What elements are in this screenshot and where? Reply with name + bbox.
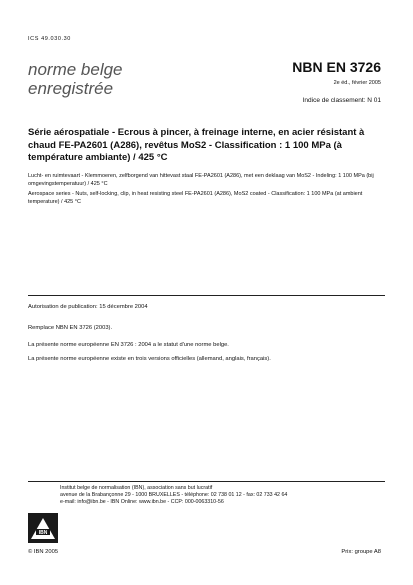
copyright: © IBN 2005 bbox=[28, 549, 59, 555]
status-note: La présente norme européenne EN 3726 : 2004 a le statut d'une norme belge. bbox=[28, 342, 229, 348]
norme-line-1: norme belge bbox=[28, 60, 123, 79]
price-group: Prix: groupe A8 bbox=[341, 549, 381, 555]
ibn-line-2: avenue de la Brabançonne 29 - 1000 BRUXELLES - téléphone: 02 738 01 12 - fax: 02 733 42 64 bbox=[60, 492, 288, 499]
ibn-logo-icon bbox=[28, 513, 58, 543]
ics-code: ICS 49.030.30 bbox=[28, 36, 71, 42]
norme-line-2: enregistrée bbox=[28, 79, 114, 98]
divider-bottom bbox=[28, 481, 385, 482]
replaces-note: Remplace NBN EN 3726 (2003). bbox=[28, 325, 113, 331]
document-title: Série aérospatiale - Ecrous à pincer, à freinage interne, en acier résistant à chaud FE-PA2601 (A286), revêtus MoS2 - Classification : 1 100 MPa (à température ambiante) / 425 °C bbox=[28, 127, 365, 163]
norme-belge-heading bbox=[28, 60, 123, 98]
ibn-line-3: e-mail: info@ibn.be - IBN Online: www.ibn.be - CCP: 000-0063310-56 bbox=[60, 499, 224, 506]
ibn-address-block bbox=[60, 485, 380, 507]
classification-index: Indice de classement: N 01 bbox=[302, 97, 381, 104]
standard-number: NBN EN 3726 bbox=[292, 59, 381, 75]
title-english: Aerospace series - Nuts, self-locking, clip, in heat resisting steel FE-PA2601 (A286), MoS2 coated - Classification: 1 100 MPa (at ambient temperature) / 425 °C bbox=[28, 191, 363, 205]
divider-top bbox=[28, 295, 385, 296]
versions-note: La présente norme européenne existe en trois versions officielles (allemand, anglais, français). bbox=[28, 356, 271, 362]
title-dutch: Lucht- en ruimtevaart - Klemmoeren, zelfborgend van hittevast staal FE-PA2601 (A286), met een deklaag van MoS2 - Indeling: 1 100 MPa (bij omgevingstemperatuur) / 425 °C bbox=[28, 173, 374, 187]
edition-date: 2e éd., février 2005 bbox=[333, 80, 381, 86]
ibn-line-1: Institut belge de normalisation (IBN), association sans but lucratif bbox=[60, 485, 213, 491]
publication-authorization: Autorisation de publication: 15 décembre 2004 bbox=[28, 304, 148, 310]
logo-text: IBN bbox=[38, 530, 48, 536]
